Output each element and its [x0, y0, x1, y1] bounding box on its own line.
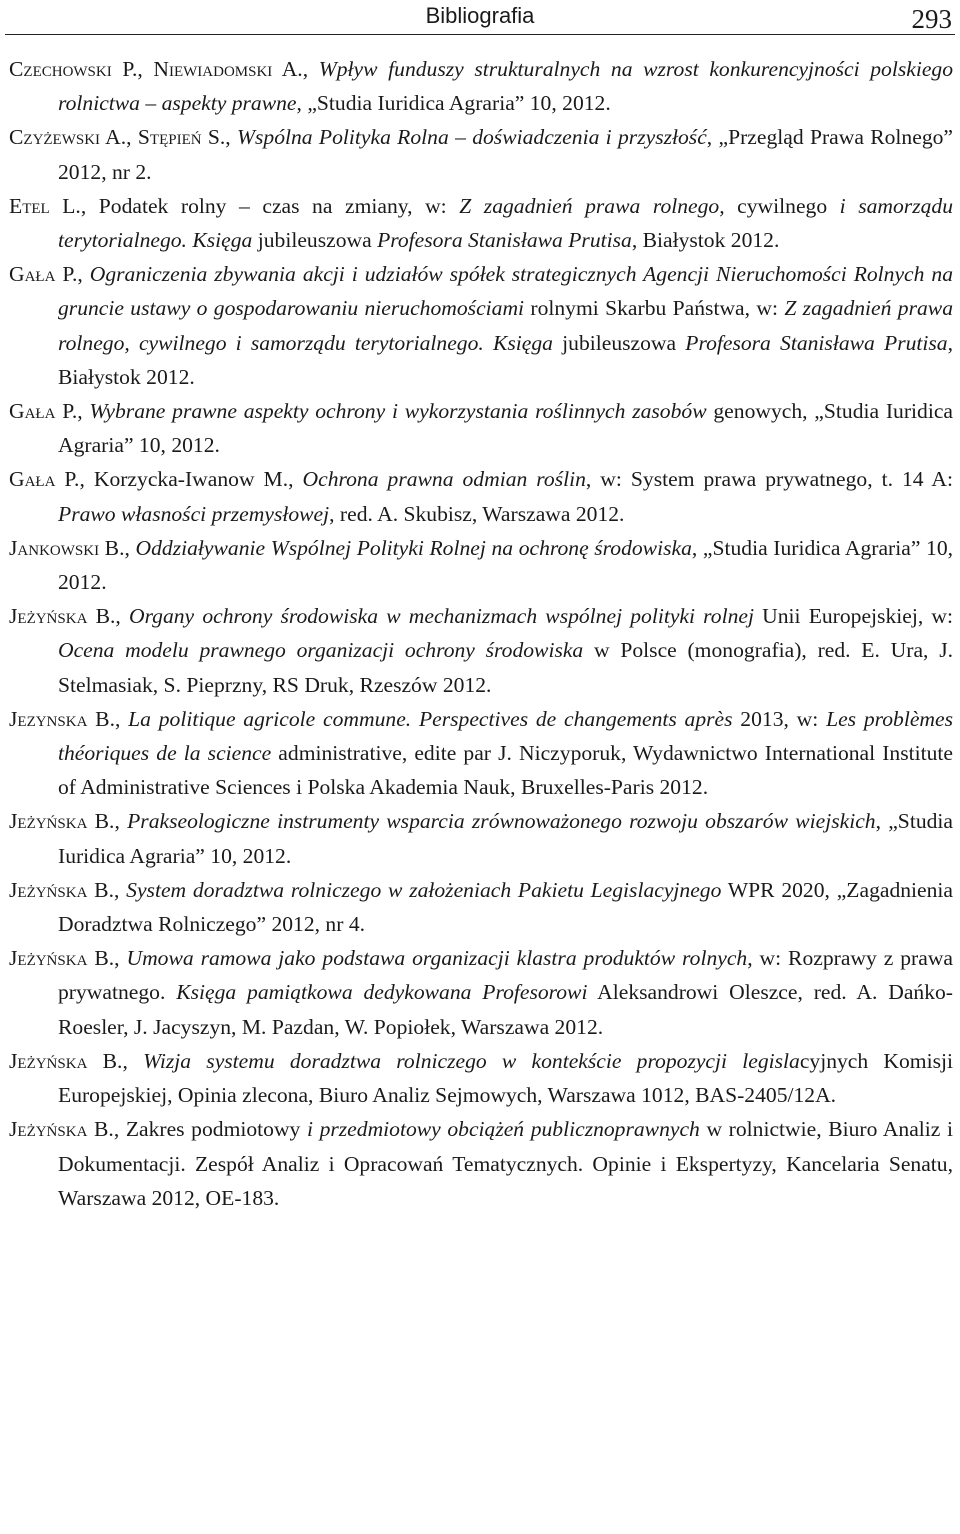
header-rule: [5, 34, 955, 35]
entry-author: Jeżyńska B.: [9, 877, 114, 902]
entry-text: Aleksandrowi Oleszce, red. A. Dańko-Roesler, J. Jacyszyn, M. Pazdan, W. Popiołek, Warszawa 2012.: [58, 980, 953, 1039]
entry-text: , Podatek rolny – czas na zmiany, w:: [80, 193, 460, 218]
entry-text: ,: [113, 877, 127, 902]
entry-text: , „Studia Iuridica Agraria” 10, 2012.: [58, 809, 953, 868]
entry-text: ,: [77, 399, 90, 424]
entry-text: w Polsce (monografia), red. E. Ura, J. Stelmasiak, S. Pieprzny, RS Druk, Rzeszów 2012.: [58, 638, 953, 697]
entry-author: Gała P.: [9, 399, 78, 424]
entry-title: Profesora Stanisława Prutisa: [685, 330, 948, 355]
entry-title: La politique agricole commune. Perspectives de changements après: [128, 706, 733, 731]
entry-title: Wizja systemu doradztwa rolniczego w kontekście propozycji legisla: [143, 1048, 800, 1073]
bibliography-entry: [9, 257, 953, 394]
entry-title: Organy ochrony środowiska w mechanizmach wspólnej polityki rolnej: [128, 604, 754, 629]
entry-title: i samorządu terytorialnego. Księga: [58, 193, 954, 253]
entry-text: , w: System prawa prywatnego, t. 14 A:: [585, 467, 953, 492]
entry-text: , „Studia Iuridica Agraria” 10, 2012.: [58, 535, 954, 595]
entry-author: Jeżyńska B.: [9, 1117, 114, 1142]
entry-author: Gała P.: [9, 262, 78, 287]
bibliography-entry: [9, 120, 953, 188]
entry-title: Ocena modelu prawnego organizacji ochrony środowiska: [58, 638, 584, 663]
entry-text: jubileuszowa: [252, 228, 378, 253]
entry-title: Z zagadnień prawa rolnego,: [459, 193, 725, 218]
bibliography-entry: [9, 531, 953, 599]
entry-title: Wspólna Polityka Rolna – doświadczenia i przyszłość: [237, 125, 707, 150]
entry-title: i przedmiotowy obciążeń publicznoprawnych: [306, 1117, 700, 1142]
entry-text: ,: [114, 809, 128, 834]
entry-text: ,: [302, 57, 319, 81]
entry-title: Ochrona prawna odmian roślin: [302, 467, 586, 492]
entry-text: administrative, edite par J. Niczyporuk, Wydawnictwo International Institute of Administrative Sciences i Polska Akademia Nauk, Bruxelles-Paris 2012.: [58, 741, 953, 800]
entry-text: 2013, w:: [732, 706, 827, 731]
entry-author: Jeżyńska B.: [9, 604, 116, 629]
entry-text: , w: Rozprawy z prawa prywatnego.: [58, 946, 953, 1005]
bibliography-entry: [9, 462, 953, 530]
entry-text: Unii Europejskiej, w:: [753, 604, 953, 629]
entry-text: , Korzycka-Iwanow M.,: [79, 467, 303, 492]
entry-author: Czyżewski A., Stępień S.: [9, 125, 226, 150]
entry-text: rolnymi Skarbu Państwa, w:: [524, 296, 785, 321]
entry-text: ,: [124, 535, 136, 560]
entry-title: Prakseologiczne instrumenty wsparcia zrównoważonego rozwoju obszarów wiejskich: [127, 809, 876, 834]
entry-author: Jezynska B.: [9, 706, 115, 731]
entry-text: cyjnych Komisji Europejskiej, Opinia zlecona, Biuro Analiz Sejmowych, Warszawa 1012, BAS-2405/12A.: [58, 1048, 953, 1108]
entry-text: ,: [77, 262, 90, 287]
entry-author: Jeżyńska B.: [9, 809, 115, 834]
bibliography-entry: [9, 873, 953, 941]
entry-text: , Białystok 2012.: [58, 330, 954, 389]
entry-title: System doradztwa rolniczego w założeniach Pakietu Legislacyjnego: [126, 877, 722, 902]
entry-author: Jankowski B.: [9, 535, 125, 560]
entry-text: , Białystok 2012.: [631, 228, 780, 253]
page-number: 293: [911, 4, 952, 34]
bibliography-entry: [9, 1044, 953, 1112]
entry-title: Prawo własności przemysłowej: [58, 501, 330, 526]
entry-text: WPR 2020, „Zagadnienia Doradztwa Rolniczego” 2012, nr 4.: [58, 877, 954, 937]
entry-text: , Zakres podmiotowy: [113, 1117, 307, 1142]
bibliography-entry: [9, 52, 953, 120]
entry-text: ,: [114, 946, 127, 971]
entry-title: Wybrane prawne aspekty ochrony i wykorzystania roślinnych zasobów: [89, 399, 707, 424]
bibliography-entry: [9, 1112, 953, 1215]
entry-author: Jeżyńska B.: [9, 1048, 123, 1073]
entry-text: , „Studia Iuridica Agraria” 10, 2012.: [296, 91, 611, 116]
entry-title: Z zagadnień prawa rolnego, cywilnego i samorządu terytorialnego. Księga: [58, 296, 953, 355]
entry-text: w rolnictwie, Biuro Analiz i Dokumentacji. Zespół Analiz i Opracowań Tematycznych. Opinie i Ekspertyzy, Kancelaria Senatu, Warszawa 2012, OE-183.: [58, 1117, 953, 1210]
entry-author: Czechowski P., Niewiadomski A.: [9, 57, 303, 81]
bibliography-entry: [9, 599, 953, 702]
entry-title: Oddziaływanie Wspólnej Polityki Rolnej na ochronę środowiska: [135, 535, 692, 560]
entry-text: ,: [115, 604, 129, 629]
entry-text: , „Przegląd Prawa Rolnego” 2012, nr 2.: [58, 125, 953, 184]
entry-text: ,: [122, 1048, 144, 1073]
bibliography-entry: [9, 804, 953, 872]
entry-author: Etel L.: [9, 193, 81, 218]
entry-text: , red. A. Skubisz, Warszawa 2012.: [329, 501, 625, 526]
entry-title: Les problèmes théoriques de la science: [58, 706, 953, 766]
entry-title: Umowa ramowa jako podstawa organizacji klastra produktów rolnych: [126, 946, 748, 971]
entry-title: Profesora Stanisława Prutisa: [377, 228, 632, 253]
bibliography-entry: [9, 702, 953, 805]
bibliography-entry: [9, 394, 953, 462]
entry-author: Jeżyńska B.: [9, 946, 115, 971]
entry-author: Gała P.: [9, 467, 80, 492]
bibliography-entry: [9, 941, 953, 1044]
bibliography-list: [9, 52, 953, 1215]
entry-title: Ograniczenia zbywania akcji i udziałów spółek strategicznych Agencji Nieruchomości Rolnych na gruncie ustawy o gospodarowaniu nieruchomościami: [58, 262, 953, 321]
entry-text: ,: [225, 125, 238, 150]
running-title: Bibliografia: [425, 3, 535, 28]
entry-text: genowych, „Studia Iuridica Agraria” 10, 2012.: [58, 399, 953, 458]
entry-title: Księga pamiątkowa dedykowana Profesorowi: [176, 980, 588, 1005]
entry-text: ,: [114, 706, 129, 731]
entry-text: jubileuszowa: [552, 330, 686, 355]
entry-text: cywilnego: [724, 193, 840, 218]
page-header: [0, 0, 960, 36]
entry-title: Wpływ funduszy strukturalnych na wzrost konkurencyjności polskiego rolnictwa – aspekty prawne: [58, 57, 954, 116]
bibliography-entry: [9, 189, 953, 257]
